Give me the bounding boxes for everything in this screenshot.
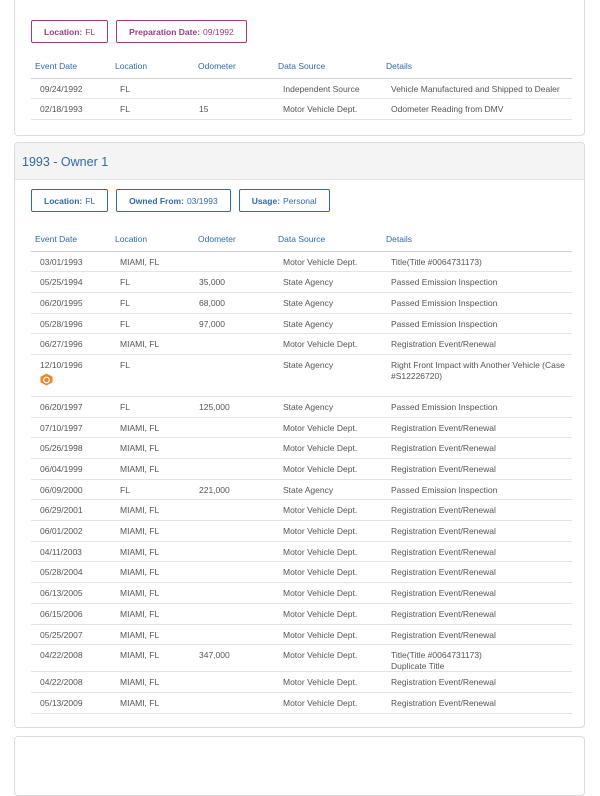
details-cell <box>382 500 572 521</box>
event-date-cell <box>31 603 111 624</box>
data-source-cell-text: State Agency <box>283 277 334 288</box>
location-pill <box>31 189 108 212</box>
table-row <box>31 521 572 542</box>
details-cell-text: Vehicle Manufactured and Shipped to Dealer <box>391 83 560 94</box>
details-cell-text: Passed Emission Inspection <box>391 401 498 412</box>
location-cell-text: MIAMI, FL <box>120 629 160 640</box>
data-source-cell-text: State Agency <box>283 318 334 329</box>
col-event-date: Event Date <box>31 228 111 251</box>
event-date-cell-text: 07/10/1997 <box>40 422 83 433</box>
location-cell-text: MIAMI, FL <box>120 608 160 619</box>
location-cell-text: MIAMI, FL <box>120 526 160 537</box>
pill-value: FL <box>85 195 96 206</box>
details-cell <box>382 99 572 120</box>
event-date-cell-text: 12/10/1996 <box>40 359 83 370</box>
odometer-cell <box>194 562 274 583</box>
details-cell <box>382 354 572 396</box>
data-source-cell-text: Motor Vehicle Dept. <box>283 588 358 599</box>
location-cell-text: MIAMI, FL <box>120 677 160 688</box>
location-cell <box>111 78 194 99</box>
event-date-cell-text: 06/15/2006 <box>40 608 83 619</box>
data-source-cell-text: Motor Vehicle Dept. <box>283 256 358 267</box>
event-date-cell-text: 02/18/1993 <box>40 104 83 115</box>
location-cell <box>111 672 194 693</box>
details-cell-text: Registration Event/Renewal <box>391 567 496 578</box>
odometer-cell <box>194 354 274 396</box>
odometer-cell-text: 35,000 <box>199 277 225 288</box>
details-cell <box>382 562 572 583</box>
usage-pill <box>239 189 330 212</box>
data-source-cell <box>274 272 382 293</box>
odometer-cell <box>194 583 274 604</box>
table-row <box>31 354 572 396</box>
location-cell-text: FL <box>120 484 130 495</box>
details-cell <box>382 583 572 604</box>
event-date-cell-text: 04/22/2008 <box>40 650 83 661</box>
event-date-cell <box>31 78 111 99</box>
table-row <box>31 417 572 438</box>
details-cell <box>382 479 572 500</box>
details-cell-text: Registration Event/Renewal <box>391 629 496 640</box>
details-cell-text: Passed Emission Inspection <box>391 484 498 495</box>
event-date-cell-text: 05/25/1994 <box>40 277 83 288</box>
event-date-cell-text: 04/22/2008 <box>40 677 83 688</box>
details-cell-text: Registration Event/Renewal <box>391 505 496 516</box>
location-cell <box>111 562 194 583</box>
location-cell <box>111 500 194 521</box>
location-cell-text: MIAMI, FL <box>120 443 160 454</box>
details-cell <box>382 459 572 480</box>
data-source-cell <box>274 438 382 459</box>
event-date-cell <box>31 292 111 313</box>
details-cell <box>382 541 572 562</box>
details-cell <box>382 292 572 313</box>
location-cell <box>111 459 194 480</box>
location-cell-text: MIAMI, FL <box>120 422 160 433</box>
col-location: Location <box>111 55 194 78</box>
table-row <box>31 251 572 272</box>
event-date-cell <box>31 693 111 714</box>
details-cell-text: Registration Event/Renewal <box>391 677 496 688</box>
odometer-cell <box>194 251 274 272</box>
event-date-cell <box>31 459 111 480</box>
event-date-cell <box>31 251 111 272</box>
odometer-cell <box>194 313 274 334</box>
data-source-cell-text: Motor Vehicle Dept. <box>283 698 358 709</box>
event-date-cell-text: 06/29/2001 <box>40 505 83 516</box>
odometer-cell-text: 68,000 <box>199 297 225 308</box>
odometer-cell <box>194 479 274 500</box>
col-event-date: Event Date <box>31 55 111 78</box>
table-header-row <box>31 228 572 251</box>
odometer-cell <box>194 541 274 562</box>
details-cell <box>382 645 572 672</box>
event-date-cell <box>31 438 111 459</box>
odometer-cell <box>194 438 274 459</box>
location-cell <box>111 417 194 438</box>
location-cell-text: FL <box>120 297 130 308</box>
location-cell-text: MIAMI, FL <box>120 698 160 709</box>
location-cell-text: FL <box>120 401 130 412</box>
data-source-cell-text: State Agency <box>283 401 334 412</box>
data-source-cell <box>274 292 382 313</box>
event-date-cell-text: 05/25/2007 <box>40 629 83 640</box>
details-cell-text: Passed Emission Inspection <box>391 277 498 288</box>
pre-owner-pills <box>31 20 247 43</box>
history-section-pre-owner <box>14 0 585 136</box>
pill-value: 03/1993 <box>186 195 218 206</box>
event-date-cell-text: 05/28/2004 <box>40 567 83 578</box>
odometer-cell <box>194 334 274 355</box>
preparation-date-pill <box>116 20 247 43</box>
data-source-cell-text: Motor Vehicle Dept. <box>283 339 358 350</box>
data-source-cell-text: Motor Vehicle Dept. <box>283 677 358 688</box>
location-cell-text: FL <box>120 104 130 115</box>
location-cell-text: MIAMI, FL <box>120 339 160 350</box>
table-row <box>31 438 572 459</box>
event-date-cell <box>31 521 111 542</box>
owner-section-title: 1993 - Owner 1 <box>15 143 584 180</box>
details-cell <box>382 521 572 542</box>
pill-label: Usage: <box>251 195 281 206</box>
data-source-cell <box>274 251 382 272</box>
details-cell-text: Passed Emission Inspection <box>391 318 498 329</box>
odometer-cell-text: 221,000 <box>199 484 230 495</box>
data-source-cell-text: Motor Vehicle Dept. <box>283 422 358 433</box>
details-cell-text: Title(Title #0064731173) <box>391 256 482 267</box>
location-cell-text: MIAMI, FL <box>120 256 160 267</box>
data-source-cell <box>274 624 382 645</box>
details-cell <box>382 624 572 645</box>
location-pill <box>31 20 108 43</box>
data-source-cell <box>274 583 382 604</box>
details-cell-text: Right Front Impact with Another Vehicle (Case #S12226720) <box>391 359 565 381</box>
data-source-cell <box>274 313 382 334</box>
history-table-owner-1 <box>31 228 572 714</box>
event-date-cell-text: 04/11/2003 <box>40 546 82 557</box>
data-source-cell <box>274 693 382 714</box>
location-cell <box>111 583 194 604</box>
odometer-cell-text: 125,000 <box>199 401 230 412</box>
location-cell <box>111 292 194 313</box>
data-source-cell-text: Motor Vehicle Dept. <box>283 464 358 474</box>
damage-alert-icon <box>40 373 53 386</box>
pill-label: Location: <box>44 195 83 206</box>
event-date-cell-text: 05/28/1996 <box>40 318 83 329</box>
data-source-cell-text: Motor Vehicle Dept. <box>283 443 358 454</box>
event-date-cell-text: 06/20/1995 <box>40 297 83 308</box>
odometer-cell <box>194 500 274 521</box>
details-cell-text: Passed Emission Inspection <box>391 297 498 308</box>
odometer-cell <box>194 624 274 645</box>
table-row <box>31 78 572 99</box>
location-cell <box>111 99 194 120</box>
event-date-cell <box>31 334 111 355</box>
details-cell-text: Odometer Reading from DMV <box>391 104 504 115</box>
details-cell-text: Registration Event/Renewal <box>391 526 496 537</box>
pill-label: Owned From: <box>129 195 184 206</box>
details-cell <box>382 417 572 438</box>
col-data-source: Data Source <box>274 228 382 251</box>
details-cell-text: Registration Event/Renewal <box>391 608 496 619</box>
event-date-cell <box>31 272 111 293</box>
details-cell-text: Registration Event/Renewal <box>391 464 496 474</box>
location-cell <box>111 313 194 334</box>
data-source-cell-text: Independent Source <box>283 83 360 94</box>
details-cell <box>382 78 572 99</box>
data-source-cell <box>274 500 382 521</box>
event-date-cell <box>31 541 111 562</box>
history-table-pre-owner <box>31 55 572 120</box>
event-date-cell-text: 09/24/1992 <box>40 83 83 94</box>
col-odometer: Odometer <box>194 55 274 78</box>
pill-label: Preparation Date: <box>129 26 201 37</box>
event-date-cell-text: 05/26/1998 <box>40 443 83 454</box>
details-cell <box>382 693 572 714</box>
data-source-cell <box>274 396 382 417</box>
data-source-cell <box>274 78 382 99</box>
data-source-cell-text: Motor Vehicle Dept. <box>283 505 358 516</box>
pill-label: Location: <box>44 26 83 37</box>
event-date-cell <box>31 313 111 334</box>
table-row <box>31 562 572 583</box>
pill-value: 09/1992 <box>203 26 234 37</box>
data-source-cell-text: Motor Vehicle Dept. <box>283 567 358 578</box>
table-row <box>31 396 572 417</box>
table-row <box>31 693 572 714</box>
details-cell-text: Registration Event/Renewal <box>391 339 496 350</box>
table-row <box>31 459 572 480</box>
event-date-cell-text: 06/09/2000 <box>40 484 83 495</box>
col-details: Details <box>382 228 572 251</box>
table-row <box>31 541 572 562</box>
table-row <box>31 334 572 355</box>
odometer-cell <box>194 603 274 624</box>
event-date-cell <box>31 672 111 693</box>
location-cell-text: MIAMI, FL <box>120 588 160 599</box>
event-date-cell-text: 06/27/1996 <box>40 339 83 350</box>
data-source-cell <box>274 99 382 120</box>
history-section-owner-1 <box>14 142 585 728</box>
details-cell <box>382 272 572 293</box>
location-cell-text: FL <box>120 83 130 94</box>
data-source-cell <box>274 459 382 480</box>
event-date-cell <box>31 583 111 604</box>
data-source-cell <box>274 521 382 542</box>
details-cell-text: Title(Title #0064731173) Duplicate Title <box>391 650 482 671</box>
pill-value: FL <box>85 26 96 37</box>
location-cell <box>111 645 194 672</box>
details-cell-text: Registration Event/Renewal <box>391 698 496 709</box>
event-date-cell <box>31 624 111 645</box>
data-source-cell-text: State Agency <box>283 359 334 370</box>
location-cell <box>111 354 194 396</box>
odometer-cell <box>194 292 274 313</box>
data-source-cell <box>274 672 382 693</box>
odometer-cell-text: 97,000 <box>199 318 225 329</box>
odometer-cell <box>194 693 274 714</box>
location-cell <box>111 479 194 500</box>
location-cell-text: FL <box>120 277 130 288</box>
table-header-row <box>31 55 572 78</box>
odometer-cell <box>194 78 274 99</box>
data-source-cell <box>274 541 382 562</box>
event-date-cell-text: 03/01/1993 <box>40 256 83 267</box>
details-cell <box>382 396 572 417</box>
location-cell <box>111 521 194 542</box>
data-source-cell-text: Motor Vehicle Dept. <box>283 608 358 619</box>
owner-pills <box>31 189 330 212</box>
data-source-cell <box>274 354 382 396</box>
col-location: Location <box>111 228 194 251</box>
details-cell <box>382 438 572 459</box>
location-cell-text: MIAMI, FL <box>120 567 160 578</box>
details-cell <box>382 251 572 272</box>
event-date-cell-text: 06/13/2005 <box>40 588 83 599</box>
event-date-cell <box>31 417 111 438</box>
table-row <box>31 479 572 500</box>
details-cell <box>382 334 572 355</box>
location-cell <box>111 396 194 417</box>
location-cell <box>111 251 194 272</box>
table-row <box>31 292 572 313</box>
table-row <box>31 500 572 521</box>
location-cell-text: MIAMI, FL <box>120 546 160 557</box>
event-date-cell <box>31 645 111 672</box>
data-source-cell <box>274 603 382 624</box>
data-source-cell-text: Motor Vehicle Dept. <box>283 526 358 537</box>
location-cell-text: FL <box>120 359 130 370</box>
table-row <box>31 99 572 120</box>
event-date-cell-text: 06/20/1997 <box>40 401 83 412</box>
location-cell <box>111 438 194 459</box>
owned-from-pill <box>116 189 231 212</box>
table-row <box>31 313 572 334</box>
location-cell-text: MIAMI, FL <box>120 505 160 516</box>
odometer-cell <box>194 645 274 672</box>
details-cell <box>382 672 572 693</box>
data-source-cell <box>274 562 382 583</box>
details-cell-text: Registration Event/Renewal <box>391 588 496 599</box>
col-odometer: Odometer <box>194 228 274 251</box>
odometer-cell <box>194 272 274 293</box>
event-date-cell-text: 06/04/1999 <box>40 464 83 474</box>
data-source-cell <box>274 479 382 500</box>
location-cell <box>111 693 194 714</box>
table-row <box>31 272 572 293</box>
odometer-cell <box>194 99 274 120</box>
location-cell-text: MIAMI, FL <box>120 464 160 474</box>
event-date-cell <box>31 396 111 417</box>
data-source-cell-text: Motor Vehicle Dept. <box>283 104 358 115</box>
col-data-source: Data Source <box>274 55 382 78</box>
data-source-cell-text: State Agency <box>283 297 334 308</box>
data-source-cell <box>274 417 382 438</box>
details-cell-text: Registration Event/Renewal <box>391 546 496 557</box>
table-row <box>31 603 572 624</box>
data-source-cell-text: Motor Vehicle Dept. <box>283 546 358 557</box>
table-row <box>31 583 572 604</box>
event-date-cell <box>31 354 111 396</box>
details-cell-text: Registration Event/Renewal <box>391 422 496 433</box>
event-date-cell-text: 06/01/2002 <box>40 526 83 537</box>
odometer-cell <box>194 672 274 693</box>
location-cell <box>111 603 194 624</box>
data-source-cell <box>274 645 382 672</box>
odometer-cell <box>194 417 274 438</box>
odometer-cell-text: 15 <box>199 104 209 115</box>
event-date-cell-text: 05/13/2009 <box>40 698 83 709</box>
location-cell-text: MIAMI, FL <box>120 650 160 661</box>
odometer-cell-text: 347,000 <box>199 650 230 661</box>
details-cell <box>382 313 572 334</box>
table-row <box>31 672 572 693</box>
details-cell-text: Registration Event/Renewal <box>391 443 496 454</box>
odometer-cell <box>194 396 274 417</box>
location-cell-text: FL <box>120 318 130 329</box>
table-row <box>31 624 572 645</box>
location-cell <box>111 334 194 355</box>
event-date-cell <box>31 500 111 521</box>
details-cell <box>382 603 572 624</box>
odometer-cell <box>194 459 274 480</box>
odometer-cell <box>194 521 274 542</box>
location-cell <box>111 272 194 293</box>
location-cell <box>111 541 194 562</box>
pill-value: Personal <box>283 195 317 206</box>
data-source-cell-text: Motor Vehicle Dept. <box>283 629 358 640</box>
event-date-cell <box>31 99 111 120</box>
data-source-cell <box>274 334 382 355</box>
event-date-cell <box>31 479 111 500</box>
col-details: Details <box>382 55 572 78</box>
history-section-next <box>14 736 585 796</box>
event-date-cell <box>31 562 111 583</box>
table-row <box>31 645 572 672</box>
location-cell <box>111 624 194 645</box>
data-source-cell-text: State Agency <box>283 484 334 495</box>
data-source-cell-text: Motor Vehicle Dept. <box>283 650 358 661</box>
